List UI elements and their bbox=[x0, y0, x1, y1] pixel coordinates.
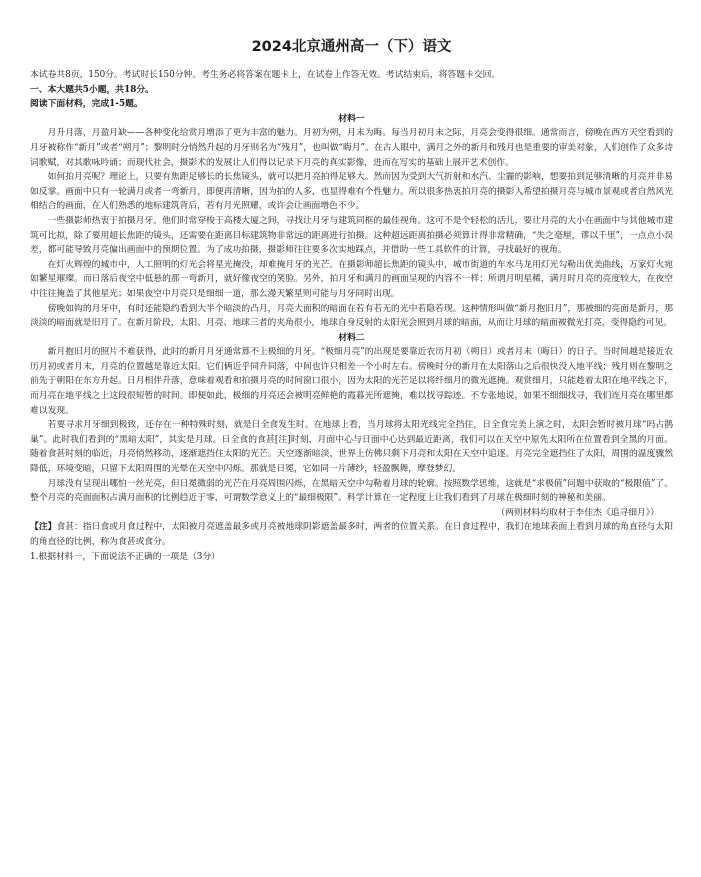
material-1-paragraph: 一些摄影师热衷于拍摄月牙。他们时常穿梭于高楼大厦之间，寻找让月牙与建筑同框的最佳视角。这可不是个轻松的活儿，要让月亮的大小在画面中与其他城市建筑可比拟，除了要用超长焦距的镜头，还需要在距离目标建筑物非常远的距离进行拍摄。这种超远距离拍摄必须算计得非常精确，“失之毫厘，谬以千里”，一点点小误差，都可能导致月亮偏出画面中的预期位置。为了成功拍摄，摄影师往往要多次实地踩点，并借助一些工具软件的计算，寻找最好的视角。 bbox=[30, 215, 673, 256]
instructions: 本试卷共8页，150分。考试时长150分钟。考生务必将答案在题卡上，在试卷上作答无效。考试结束后，将答题卡交回。 bbox=[30, 70, 501, 80]
exam-title: 2024北京通州高一（下）语文 bbox=[251, 39, 452, 55]
footnote-label: 【注】 bbox=[30, 522, 57, 533]
footnote bbox=[30, 520, 673, 549]
material-2-heading: 材料二 bbox=[338, 332, 365, 343]
material-1-paragraph: 如何拍月亮呢？理论上，只要有焦距足够长的长焦镜头，就可以把月亮拍得足够大。然而因为受到大气折射和水汽、尘霾的影响，想要拍到足够清晰的月亮并非易如反掌。画面中只有一轮满月或者一弯新月，即便再清晰，因为拍的人多，也显得难有个性魅力。所以很多热衷拍月亮的摄影人希望拍摄月亮与城市景观或者自然风光相结合的画面，在人们熟悉的地标建筑背后，若有月光照耀，或许会让画面增色不少。 bbox=[30, 172, 673, 212]
material-1-paragraph: 傍晚如钩的月牙中，有时还能隐约看到大半个暗淡的凸月，月亮大面积的暗面在若有若无的光中若隐若现。这种情形叫做“新月抱旧月”，那被细的亮面是新月，那淡淡的暗面就是旧月了。在新月阶段，太阳、月亮、地球三者的夹角很小，地球自身反射的太阳光会照到月球的暗面，从而让月球的暗面被微光打亮，变得隐约可见。 bbox=[30, 303, 673, 329]
material-2-paragraph: 月球没有呈现出哪怕一丝光亮，但日冕微弱的光芒在月亮周围闪烁，在黑暗天空中勾勒着月球的轮廓。按照数学思维，这就是“求极值”问题中获取的“极限值”了。整个月亮的亮面面积占满月面积的比例趋近于零，可谓数学意义上的“最细极限”。科学计算在一定程度上让我们看到了月球在极细时刻的神秘和美丽。 bbox=[30, 478, 673, 504]
material-2-paragraph: 新月抱旧月的照片不难获得，此时的新月月牙通常算不上极细的月牙。“极细月亮”的出现是要靠近农历月初（朔日）或者月末（晦日）的日子。当时间越是接近农历月初或者月末，月亮的位置越是靠近太阳。它们俩近乎同升同落，中间也许只相差一个小时左右。傍晚时分的新月在太阳落山之后很快没入地平线；残月则在黎明之前先于朝阳在东方升起。日月相伴升落，意味着观看和拍摄月亮的时间窗口很小，因为太阳的光芒足以将纤细月的微光遮掩。观赏细月，只能趁着太阳在地平线之下，而月亮在地平线之上这段很短暂的时间。即便如此，极细的月亮还会被明亮鲜艳的霞暮光所遮掩，难以找寻踪迹。不专张地说，如果不细细找寻，我们连月亮在哪里都难以发现。 bbox=[30, 347, 673, 416]
footnote-text: 食甚：指日食或月食过程中，太阳被月亮遮盖最多或月亮被地球阴影遮盖最多时，两者的位置关系。在日食过程中，我们在地球表面上看到月球的角直径与太阳的角直径的比例，称为食甚或食分。 bbox=[30, 522, 673, 547]
material-2-paragraph: 若要寻求月牙细到极致，还存在一种特殊时刻，就是日全食发生时。在地球上看，当月球将太阳光线完全挡住，日全食完美上演之时，太阳会暂时被月球“吗占鹊巢”。此时我们看到的“黑暗太阳”，其实是月球。日全食的食甚[注]时刻，月面中心与日面中心达到最近距离，我们可以在天空中原先太阳所在位置看到全黑的月面。随着食甚时刻的临近，月亮悄然移动，逐渐遮挡住太阳的光芒。天空逐渐暗淡，世界上仿佛只剩下月亮和太阳在天空中追逐。月亮完全遮挡住了太阳，周围的温度骤然降低，环境变暗，只留下太阳周围的光晕在天空中闪烁。那就是日冕，它如同一片薄纱，轻盈飘舞，摩登梦幻。 bbox=[30, 420, 673, 475]
material-1-paragraph: 在灯火辉煌的城市中，人工照明的灯光会将星光掩没，却难掩月牙的光芒。在摄影师超长焦距的镜头中，城市街道的车水马龙用灯光勾勒出优美曲线，万家灯火宛如繁星璀璨。而日落后夜空中低悬的那一弯新月，就好像夜空的笑脸。另外，拍月牙和满月的画面呈现的内容不一样：所谓月明星稀，满月时月亮的亮度较大，在夜空中往往掩盖了其他星光；如果夜空中月亮只是细细一道，那么漫天繁星则可能与月牙同时出现。 bbox=[30, 259, 673, 299]
reading-directive: 阅读下面材料，完成1-5题。 bbox=[30, 99, 143, 110]
question-1: 1.根据材料一，下面说法不正确的一项是（3分） bbox=[30, 551, 220, 562]
material-1-heading: 材料一 bbox=[338, 113, 365, 124]
material-1-paragraph: 月升月落，月盈月缺——各种变化给赏月增添了更为丰富的魅力。月初为朔，月末为晦。每当月初月末之际，月亮会变得很细。通常而言，傍晚在西方天空看到的月牙被称作“新月”或者“朔月”；黎明时分悄然升起的月牙则名为“残月”，也叫做“晦月”。在古人眼中，满月之外的新月和残月也是重要的审美对象，人们创作了众多诗词歌赋，对其歌咏吟诵；而现代社会，摄影术的发展让人们得以记录下月亮的真实影像，进而在写实的基础上展开艺术创作。 bbox=[30, 128, 673, 168]
source-citation: （两则材料均取材于李佳杰《追寻细月》） bbox=[496, 507, 659, 518]
section-heading: 一、本大题共5小题，共18分。 bbox=[30, 84, 154, 95]
